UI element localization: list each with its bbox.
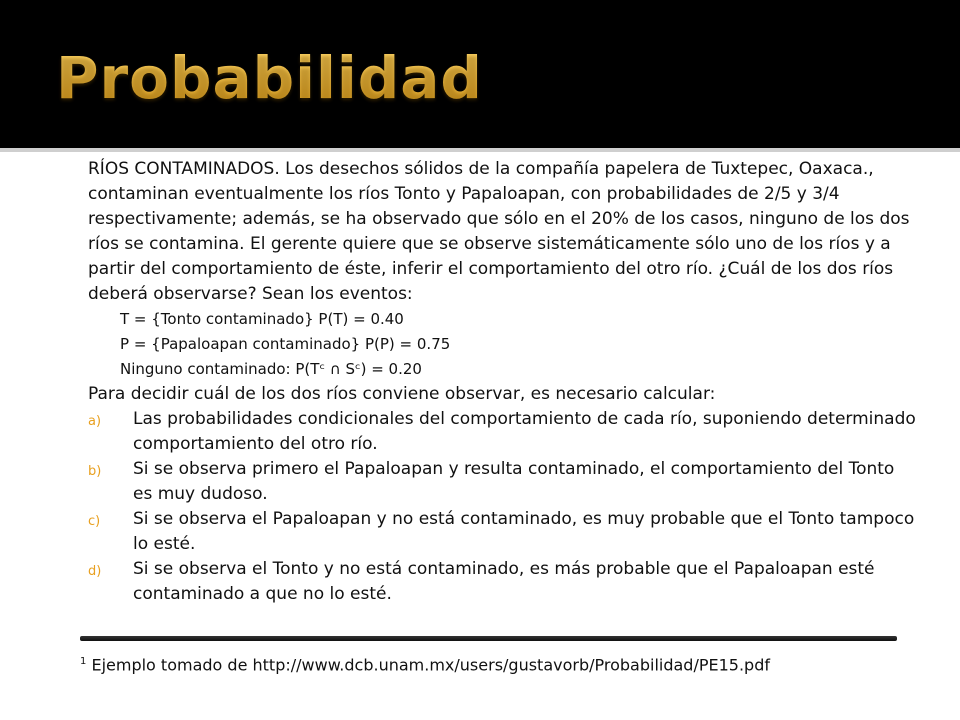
footnote-text: Ejemplo tomado de http://www.dcb.unam.mx/users/gustavorb/Probabilidad/PE15.pdf xyxy=(91,655,770,675)
footnote xyxy=(80,651,770,676)
lead-sentence: Para decidir cuál de los dos ríos conviene observar, es necesario calcular: xyxy=(88,384,716,404)
option-c xyxy=(88,507,918,557)
footnote-mark: 1 xyxy=(80,656,87,667)
option-label: a) xyxy=(88,414,102,429)
option-text: Si se observa primero el Papaloapan y resulta contaminado, el comportamiento del Tonto es muy dudoso. xyxy=(133,459,895,504)
title-band xyxy=(0,0,960,148)
event-none: Ninguno contaminado: P(Tᶜ ∩ Sᶜ) = 0.20 xyxy=(120,360,422,378)
option-text: Si se observa el Papaloapan y no está contaminado, es muy probable que el Tonto tampoco lo esté. xyxy=(133,509,915,554)
event-t: T = {Tonto contaminado} P(T) = 0.40 xyxy=(120,310,404,328)
option-b xyxy=(88,457,918,507)
slide-title: Probabilidad xyxy=(56,44,483,112)
option-d xyxy=(88,557,918,607)
option-label: d) xyxy=(88,564,102,579)
option-text: Las probabilidades condicionales del comportamiento de cada río, suponiendo determinado comportamiento del otro río. xyxy=(133,409,916,454)
event-p: P = {Papaloapan contaminado} P(P) = 0.75 xyxy=(120,335,451,353)
title-divider xyxy=(0,148,960,152)
option-label: b) xyxy=(88,464,102,479)
option-text: Si se observa el Tonto y no está contaminado, es más probable que el Papaloapan esté contaminado a que no lo esté. xyxy=(133,559,875,604)
problem-statement: RÍOS CONTAMINADOS. Los desechos sólidos de la compañía papelera de Tuxtepec, Oaxaca., contaminan eventualmente los ríos Tonto y Papaloapan, con probabilidades de 2/5 y 3/4 respectivamente; además, se ha observado que sólo en el 20% de los casos, ninguno de los dos ríos se contamina. El gerente quiere que se observe sistemáticamente sólo uno de los ríos y a partir del comportamiento de éste, inferir el comportamiento del otro río. ¿Cuál de los dos ríos deberá observarse? Sean los eventos: xyxy=(88,159,910,304)
footnote-divider xyxy=(80,636,897,641)
option-label: c) xyxy=(88,514,101,529)
option-a xyxy=(88,407,918,457)
slide-body xyxy=(88,157,918,607)
